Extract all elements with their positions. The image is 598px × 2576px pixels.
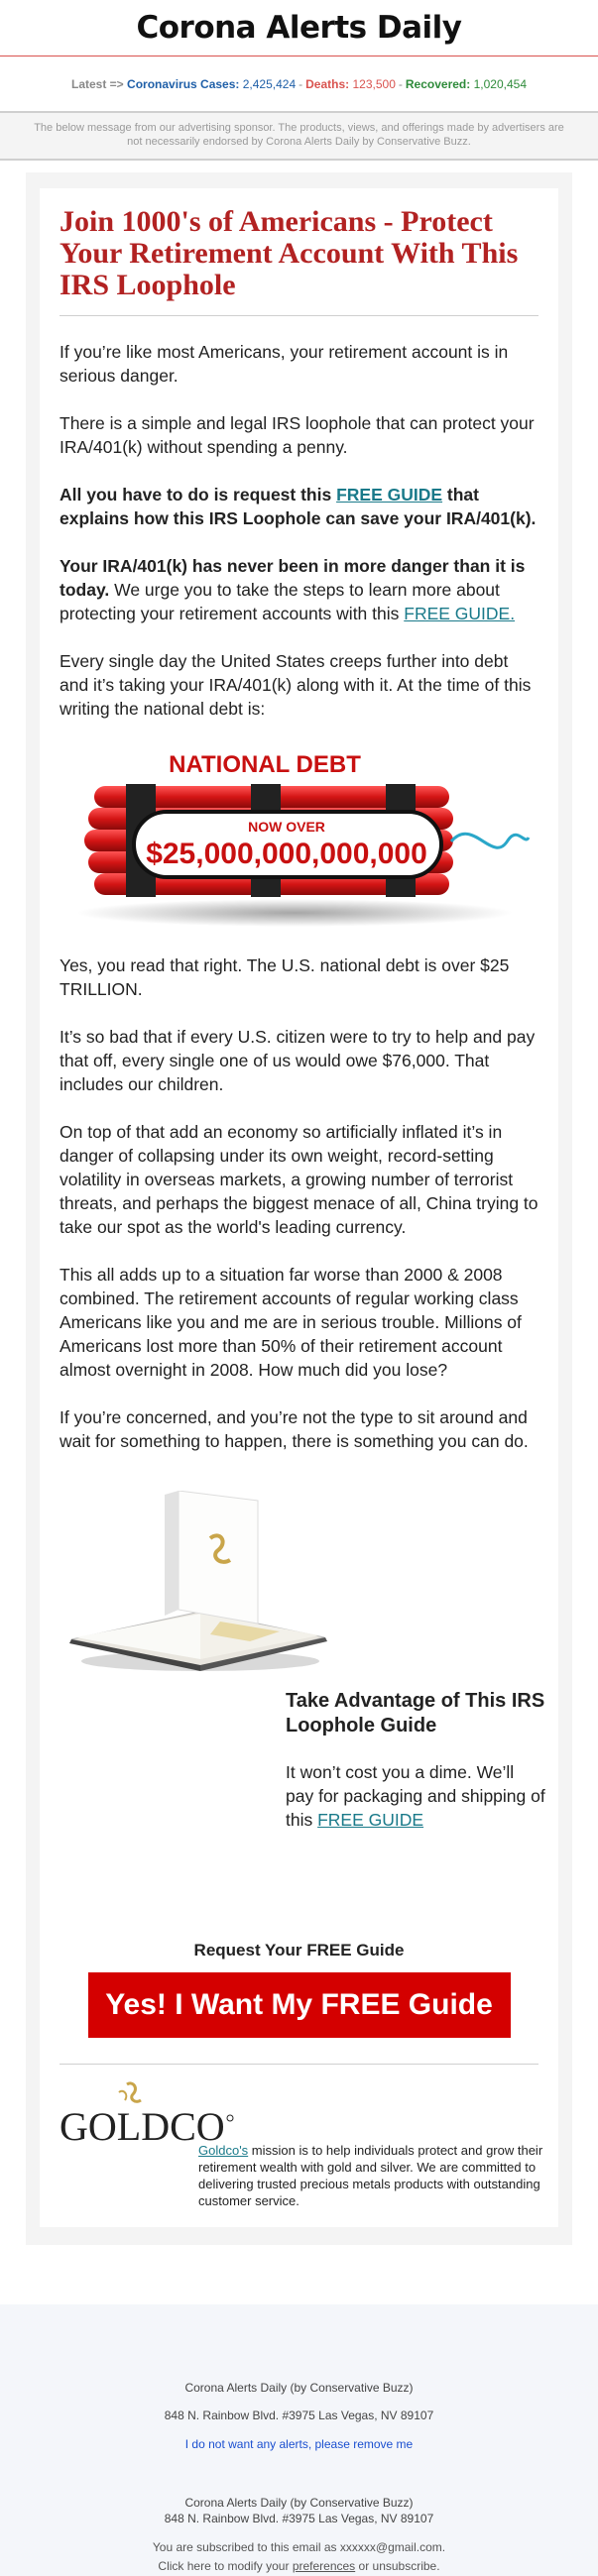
ad-container	[26, 172, 572, 2245]
paragraph: All you have to do is request this FREE GUIDE that explains how this IRS Loophole can save your IRA/401(k).	[60, 485, 537, 528]
paragraph: Yes, you read that right. The U.S. national debt is over $25 TRILLION.	[60, 955, 510, 999]
recovered-value: 1,020,454	[473, 76, 527, 91]
paragraph: If you’re concerned, and you’re not the type to sit around and wait for something to happen, there is something you can do.	[60, 1407, 529, 1451]
goldco-link[interactable]: Goldco's	[198, 2143, 249, 2158]
goldco-mission: Goldco's mission is to help individuals protect and grow their retirement wealth with gold and silver. We are committed to delivering trusted precious metals products with outstanding customer service.	[198, 2143, 543, 2208]
subscribed-email-text: You are subscribed to this email as xxxxxx@gmail.com.	[152, 2540, 446, 2554]
national-debt-image[interactable]	[60, 746, 538, 930]
subscription-info	[0, 2538, 598, 2576]
ticker-latest-label: Latest =>	[70, 76, 124, 91]
footer	[0, 2304, 598, 2576]
goldco-flame-icon	[127, 2083, 141, 2101]
cases-label: Coronavirus Cases:	[127, 76, 240, 91]
paragraph: On top of that add an economy so artificially inflated it’s in danger of collapsing under its own weight, record-setting volatility in overseas markets, a growing number of terrorist threats, and perhaps the biggest menace of all, China trying to take our spot as the world's leading currency.	[60, 1122, 538, 1237]
ad-headline: Join 1000's of Americans - Protect Your Retirement Account With This IRS Loophole	[60, 206, 538, 316]
ticker-separator: -	[398, 76, 403, 91]
footer-address: 848 N. Rainbow Blvd. #3975 Las Vegas, NV 89107	[164, 2512, 434, 2525]
footer-company-block	[0, 2495, 598, 2526]
paragraph: Your IRA/401(k) has never been in more danger than it is today. We urge you to take the steps to learn more about protecting your retirement accounts with this FREE GUIDE.	[60, 556, 526, 623]
footer-address: 848 N. Rainbow Blvd. #3975 Las Vegas, NV 89107	[164, 2408, 434, 2422]
get-free-guide-button[interactable]: Yes! I Want My FREE Guide	[88, 1972, 511, 2038]
guide-offer-section	[60, 1491, 545, 1917]
goldco-section	[60, 2078, 543, 2208]
shadow	[76, 899, 513, 927]
recovered-label: Recovered:	[405, 76, 471, 91]
divider	[60, 2064, 538, 2065]
free-guide-link[interactable]: FREE GUIDE	[336, 485, 443, 504]
preferences-link[interactable]: preferences	[292, 2559, 356, 2573]
sponsor-disclaimer: The below message from our advertising sponsor. The products, views, and offerings made by advertisers are not necessarily endorsed by Corona Alerts Daily by Conservative Buzz.	[0, 113, 598, 161]
offer-title: Take Advantage of This IRS Loophole Guide	[286, 1690, 545, 1736]
paragraph: There is a simple and legal IRS loophole that can protect your IRA/401(k) without spending a penny.	[60, 413, 535, 457]
deaths-value: 123,500	[352, 76, 396, 91]
offer-body: It won’t cost you a dime. We’ll pay for packaging and shipping of this FREE GUIDE	[286, 1762, 545, 1830]
request-title: Request Your FREE Guide	[193, 1941, 405, 1960]
footer-company: Corona Alerts Daily (by Conservative Buzz)	[184, 2381, 414, 2395]
now-over-label: NOW OVER	[247, 819, 325, 835]
modify-preferences-text: Click here to modify your preferences or unsubscribe.	[158, 2559, 440, 2573]
remove-alerts-link[interactable]: I do not want any alerts, please remove me	[184, 2437, 414, 2451]
paragraph: This all adds up to a situation far worse than 2000 & 2008 combined. The retirement accounts of regular working class Americans like you and me are in serious trouble. Millions of Americans lost more than 50% of their retirement account almost overnight in 2008. How much did you lose?	[60, 1265, 522, 1380]
footer-company: Corona Alerts Daily (by Conservative Buzz)	[184, 2496, 414, 2510]
deaths-label: Deaths:	[305, 76, 350, 91]
goldco-wordmark: GOLDCO	[60, 2104, 225, 2144]
debt-amount: $25,000,000,000,000	[145, 838, 427, 870]
dynamite-debt-graphic[interactable]	[66, 746, 533, 930]
ticker-separator: -	[299, 76, 303, 91]
paragraph: It’s so bad that if every U.S. citizen were to try to help and pay that off, every single one of us would owe $76,000. That includes our children.	[60, 1027, 536, 1094]
paragraph: Every single day the United States creeps further into debt and it’s taking your IRA/401(k) along with it. At the time of this writing the national debt is:	[60, 651, 532, 719]
fuse	[451, 834, 529, 847]
goldco-logo[interactable]	[60, 2078, 238, 2144]
cases-value: 2,425,424	[242, 76, 297, 91]
free-guide-link[interactable]: FREE GUIDE	[317, 1810, 424, 1830]
free-guide-link[interactable]: FREE GUIDE.	[404, 604, 516, 623]
ad-card	[40, 188, 558, 2227]
offer-copy	[286, 1689, 545, 1832]
paragraph: If you’re like most Americans, your retirement account is in serious danger.	[60, 342, 509, 386]
guide-book-image[interactable]	[61, 1491, 339, 1679]
site-title: Corona Alerts Daily	[136, 10, 462, 46]
masthead	[0, 0, 598, 56]
stats-ticker	[0, 56, 598, 111]
debt-title: NATIONAL DEBT	[168, 751, 361, 778]
